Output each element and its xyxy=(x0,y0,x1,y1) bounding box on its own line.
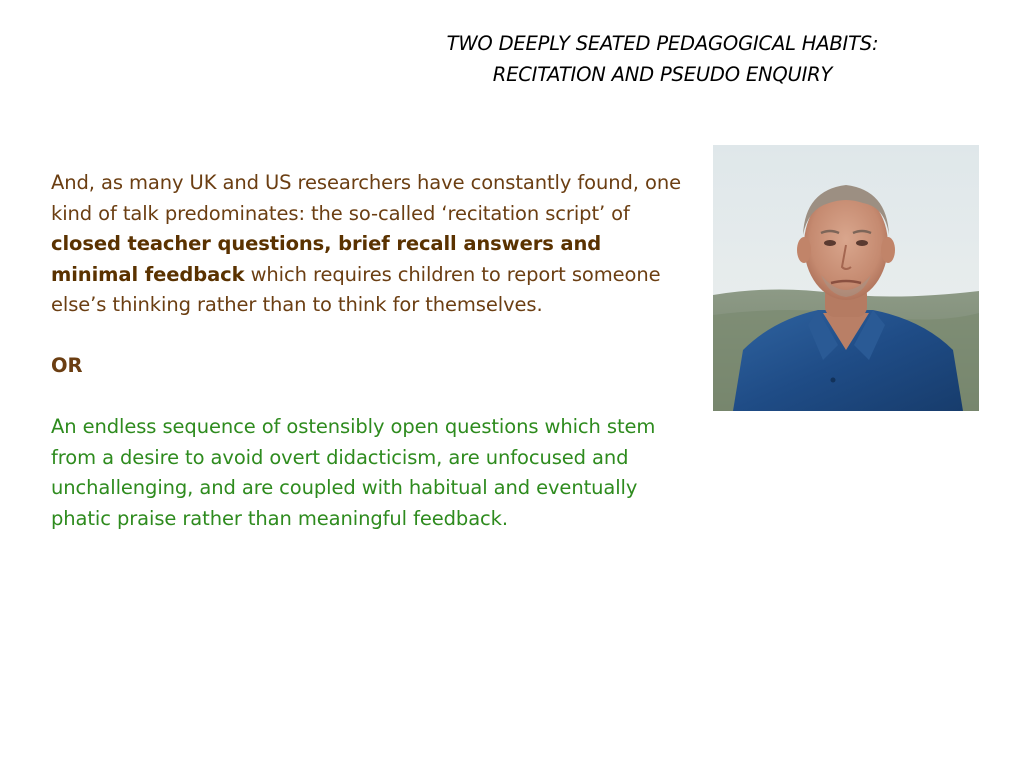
recitation-rest: which requires children to report someone else’s thinking rather than to think for themselves. xyxy=(51,262,661,316)
recitation-intro: And, as many UK and US researchers have constantly found, one kind of talk predominates: the so-called ‘recitation script’ of xyxy=(51,171,681,225)
title-line-1: TWO DEEPLY SEATED PEDAGOGICAL HABITS: xyxy=(446,32,879,55)
title-line-2: RECITATION AND PSEUDO ENQUIRY xyxy=(492,63,833,86)
pseudo-enquiry-paragraph: An endless sequence of ostensibly open questions which stem from a desire to avoid overt didacticism, are unfocused and unchallenging, and are coupled with habitual and eventually phatic praise rather than meaningful feedback. xyxy=(51,415,656,530)
recitation-emphasis: closed teacher questions, brief recall answers and minimal feedback xyxy=(51,232,602,286)
or-separator: OR xyxy=(51,354,83,377)
portrait-photo xyxy=(713,145,979,411)
portrait-image xyxy=(713,145,979,411)
recitation-paragraph xyxy=(51,168,691,321)
slide-title xyxy=(330,28,995,90)
body-text xyxy=(51,168,691,534)
